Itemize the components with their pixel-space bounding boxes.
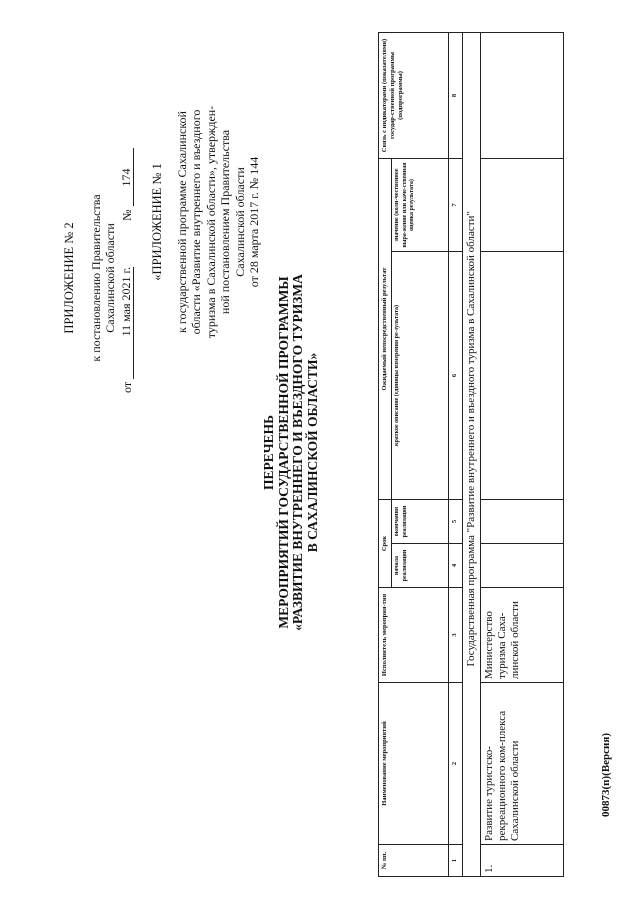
row-start bbox=[481, 544, 564, 588]
header-name: Наименование мероприятий bbox=[379, 683, 449, 845]
row-end bbox=[481, 500, 564, 544]
column-number: 3 bbox=[449, 588, 463, 683]
annex-2-date: 11 мая 2021 г. bbox=[119, 267, 135, 379]
annex-2-from-label: от bbox=[119, 381, 134, 393]
header-result: Ожидаемый непосредственный результат bbox=[379, 159, 392, 500]
annex-1-line: ной постановлением Правительства bbox=[218, 129, 232, 315]
program-row bbox=[463, 33, 481, 877]
table-row bbox=[481, 33, 564, 877]
header-start: начала реализации bbox=[392, 544, 449, 588]
annex-2-line1: к постановлению Правительства bbox=[88, 194, 103, 362]
column-number: 2 bbox=[449, 683, 463, 845]
header-period: Срок bbox=[379, 500, 392, 588]
heading-line-1: ПЕРЕЧЕНЬ bbox=[261, 414, 276, 491]
heading-line-3: «РАЗВИТИЕ ВНУТРЕННЕГО И ВЪЕЗДНОГО ТУРИЗМА bbox=[290, 274, 305, 631]
column-number: 8 bbox=[449, 33, 463, 159]
header-num: № пп. bbox=[379, 845, 449, 877]
column-number: 6 bbox=[449, 252, 463, 500]
heading-line-4: В САХАЛИНСКОЙ ОБЛАСТИ» bbox=[304, 352, 320, 553]
table-header-row bbox=[379, 33, 392, 877]
row-link bbox=[481, 33, 564, 159]
annex-2-date-line bbox=[119, 163, 135, 393]
annex-2-number-label: № bbox=[119, 209, 134, 221]
annex-1-line: туризма в Сахалинской области», утвержден- bbox=[203, 105, 218, 339]
row-name: Развитие туристско-рекреационного ком-плекса Сахалинской области bbox=[481, 683, 564, 845]
annex-1-title: «ПРИЛОЖЕНИЕ № 1 bbox=[150, 163, 164, 281]
measures-table bbox=[378, 32, 564, 877]
header-result-value: значение (коли-чественное выра-жение или каче-ственная оценка результата) bbox=[392, 159, 449, 252]
row-result-desc bbox=[481, 252, 564, 500]
annex-1-block bbox=[150, 91, 262, 353]
annex-2-number: 174 bbox=[119, 148, 135, 206]
annex-1-line: области «Развитие внутреннего и въездного bbox=[189, 109, 203, 335]
annex-1-text bbox=[175, 91, 262, 353]
annex-1-line: к государственной программе Сахалинской bbox=[174, 111, 189, 333]
column-number: 4 bbox=[449, 544, 463, 588]
annex-2-title: ПРИЛОЖЕНИЕ № 2 bbox=[62, 222, 76, 334]
annex-2-block bbox=[62, 163, 134, 393]
version-code: 00873(п)(Версия) bbox=[600, 733, 612, 817]
document-heading bbox=[262, 0, 320, 905]
annex-2-line2: Сахалинской области bbox=[103, 223, 117, 333]
header-link: Связь с индикаторами (показателями) государ-ственной программы (подпрограммы) bbox=[379, 33, 449, 159]
header-executor: Исполнитель мероприя-тия bbox=[379, 588, 449, 683]
column-number-row bbox=[449, 33, 463, 877]
annex-1-line: Сахалинской области bbox=[232, 167, 247, 277]
annex-1-line: от 28 марта 2017 г. № 144 bbox=[247, 156, 261, 288]
row-num: 1. bbox=[481, 845, 564, 877]
column-number: 1 bbox=[449, 845, 463, 877]
program-row-spacer bbox=[463, 845, 481, 877]
heading-line-2: МЕРОПРИЯТИЙ ГОСУДАРСТВЕННОЙ ПРОГРАММЫ bbox=[275, 276, 291, 629]
column-number: 7 bbox=[449, 159, 463, 252]
column-number: 5 bbox=[449, 500, 463, 544]
header-result-desc: краткое описание (единицы измерения ре-зультата) bbox=[392, 252, 449, 500]
header-end: окончания реализации bbox=[392, 500, 449, 544]
program-title: Государственная программа "Развитие внутреннего и въездного туризма в Сахалинской области" bbox=[463, 33, 481, 845]
row-result-value bbox=[481, 159, 564, 252]
row-executor: Министерство туризма Саха-линской области bbox=[481, 588, 564, 683]
